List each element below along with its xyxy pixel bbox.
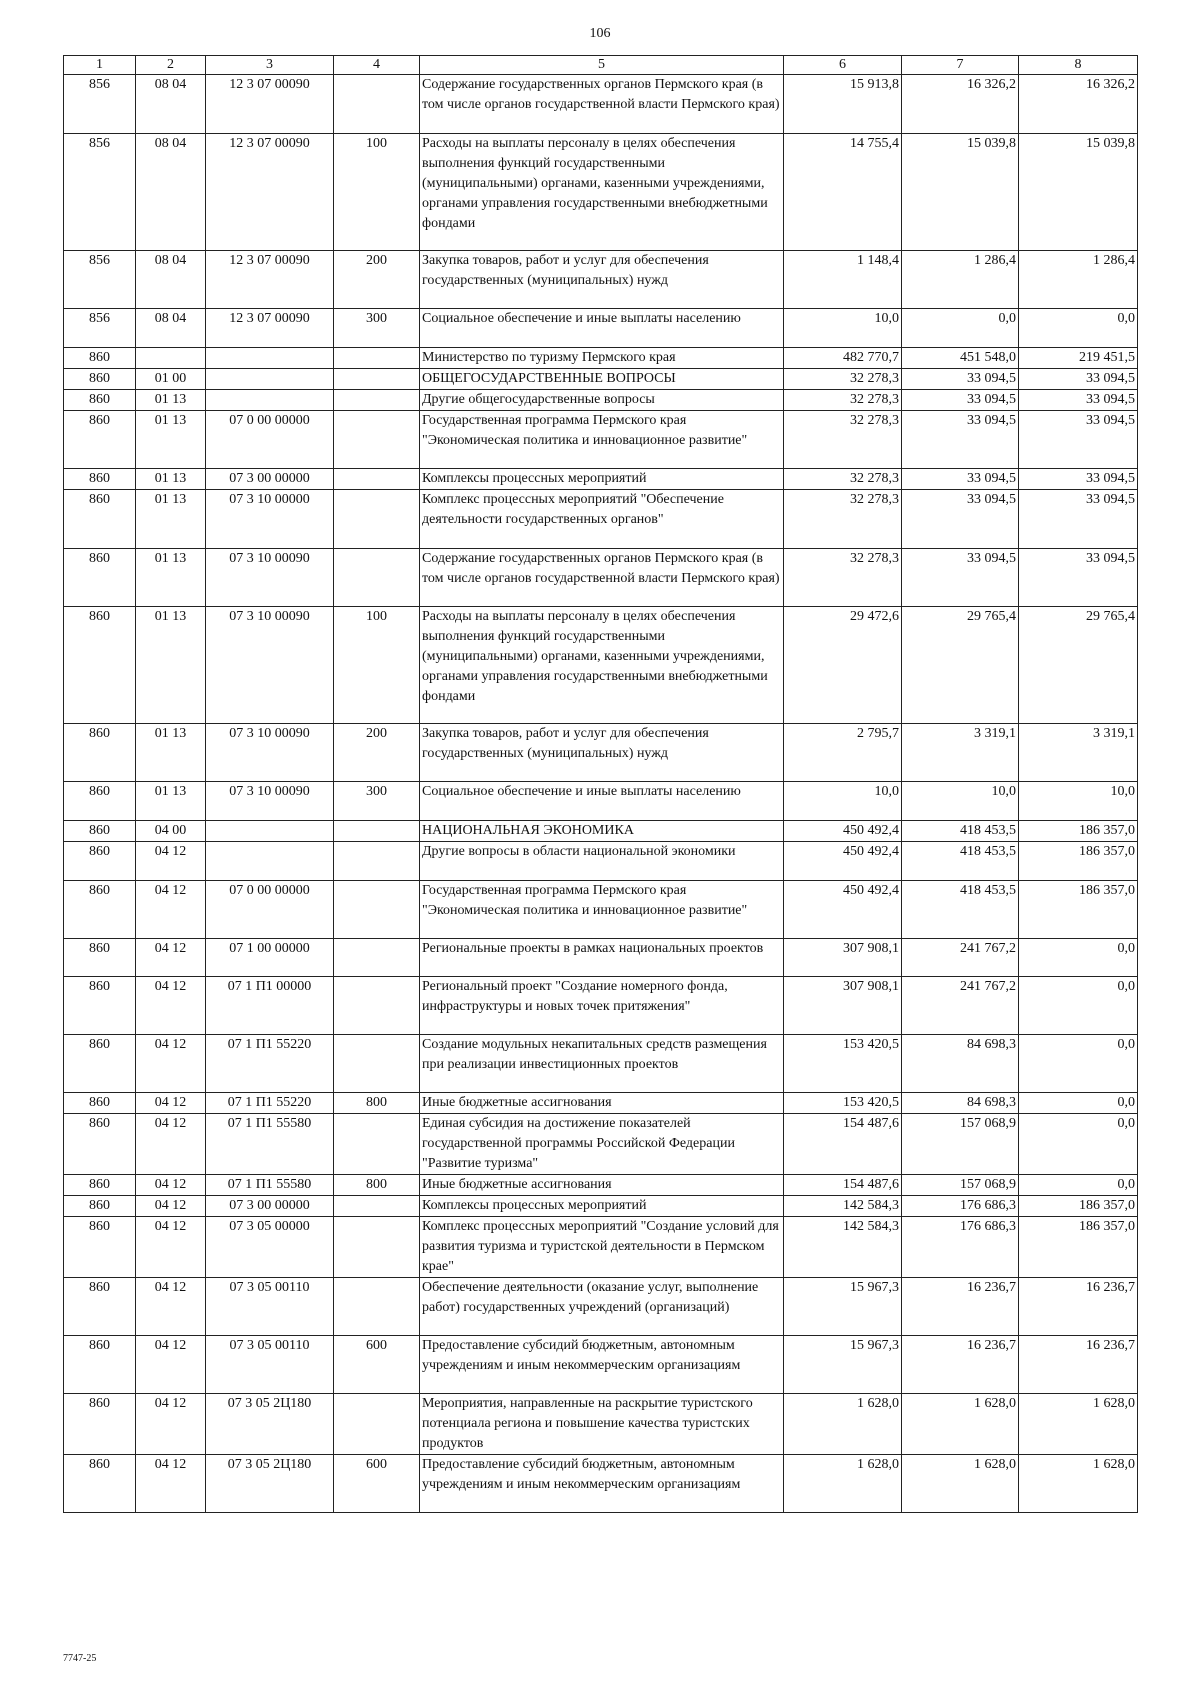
cell-amount-2027: 16 236,7 (1019, 1336, 1138, 1394)
cell-target-code: 07 3 10 00090 (206, 724, 334, 782)
cell-amount-2025: 15 967,3 (784, 1336, 902, 1394)
cell-item-name: Предоставление субсидий бюджетным, автономным учреждениям и иным некоммерческим организациям (420, 1455, 784, 1513)
cell-expense-type-code: 800 (334, 1175, 420, 1196)
table-row (64, 1175, 1138, 1196)
cell-section-code: 04 00 (136, 821, 206, 842)
cell-item-name: Иные бюджетные ассигнования (420, 1093, 784, 1114)
cell-amount-2027: 0,0 (1019, 1093, 1138, 1114)
cell-section-code: 08 04 (136, 75, 206, 134)
cell-section-code: 04 12 (136, 977, 206, 1035)
cell-amount-2025: 450 492,4 (784, 821, 902, 842)
cell-expense-type-code (334, 1035, 420, 1093)
page-number: 106 (589, 26, 611, 41)
cell-target-code: 07 1 П1 55220 (206, 1093, 334, 1114)
cell-expense-type-code (334, 348, 420, 369)
cell-amount-2026: 16 236,7 (902, 1278, 1019, 1336)
cell-target-code: 07 3 05 00000 (206, 1217, 334, 1278)
cell-section-code: 04 12 (136, 1196, 206, 1217)
table-row (64, 390, 1138, 411)
cell-amount-2026: 10,0 (902, 782, 1019, 821)
cell-amount-2027: 0,0 (1019, 1175, 1138, 1196)
cell-amount-2025: 10,0 (784, 782, 902, 821)
cell-target-code: 07 3 00 00000 (206, 1196, 334, 1217)
cell-expense-type-code: 800 (334, 1093, 420, 1114)
cell-ministry-code: 860 (64, 782, 136, 821)
table-row (64, 881, 1138, 939)
cell-amount-2027: 33 094,5 (1019, 549, 1138, 607)
table-row (64, 1196, 1138, 1217)
cell-ministry-code: 860 (64, 1035, 136, 1093)
cell-amount-2027: 29 765,4 (1019, 607, 1138, 724)
cell-target-code (206, 348, 334, 369)
cell-section-code (136, 348, 206, 369)
cell-amount-2025: 307 908,1 (784, 939, 902, 977)
table-row (64, 549, 1138, 607)
cell-item-name: Иные бюджетные ассигнования (420, 1175, 784, 1196)
cell-amount-2027: 186 357,0 (1019, 1196, 1138, 1217)
cell-amount-2025: 29 472,6 (784, 607, 902, 724)
cell-amount-2026: 241 767,2 (902, 939, 1019, 977)
cell-amount-2026: 33 094,5 (902, 490, 1019, 549)
cell-target-code: 07 3 10 00090 (206, 607, 334, 724)
cell-amount-2026: 157 068,9 (902, 1175, 1019, 1196)
cell-amount-2025: 32 278,3 (784, 390, 902, 411)
cell-amount-2027: 33 094,5 (1019, 390, 1138, 411)
cell-amount-2025: 154 487,6 (784, 1175, 902, 1196)
cell-section-code: 01 13 (136, 390, 206, 411)
cell-expense-type-code (334, 977, 420, 1035)
table-row (64, 1035, 1138, 1093)
cell-section-code: 04 12 (136, 881, 206, 939)
cell-amount-2027: 10,0 (1019, 782, 1138, 821)
cell-section-code: 01 13 (136, 782, 206, 821)
cell-amount-2026: 33 094,5 (902, 469, 1019, 490)
cell-amount-2026: 418 453,5 (902, 881, 1019, 939)
cell-target-code: 07 3 05 2Ц180 (206, 1455, 334, 1513)
table-row (64, 842, 1138, 881)
cell-amount-2026: 84 698,3 (902, 1035, 1019, 1093)
cell-target-code: 07 3 10 00000 (206, 490, 334, 549)
cell-section-code: 08 04 (136, 309, 206, 348)
cell-ministry-code: 860 (64, 490, 136, 549)
cell-ministry-code: 856 (64, 75, 136, 134)
cell-expense-type-code (334, 1196, 420, 1217)
cell-expense-type-code (334, 369, 420, 390)
cell-item-name: Комплексы процессных мероприятий (420, 469, 784, 490)
column-header: 3 (206, 56, 334, 75)
table-row (64, 134, 1138, 251)
cell-amount-2026: 16 326,2 (902, 75, 1019, 134)
table-row (64, 490, 1138, 549)
cell-item-name: Комплекс процессных мероприятий "Обеспечение деятельности государственных органов" (420, 490, 784, 549)
cell-amount-2025: 307 908,1 (784, 977, 902, 1035)
cell-amount-2026: 0,0 (902, 309, 1019, 348)
cell-ministry-code: 860 (64, 411, 136, 469)
cell-target-code: 07 3 10 00090 (206, 782, 334, 821)
cell-section-code: 04 12 (136, 1093, 206, 1114)
cell-amount-2027: 33 094,5 (1019, 469, 1138, 490)
cell-target-code: 12 3 07 00090 (206, 251, 334, 309)
cell-amount-2025: 1 628,0 (784, 1455, 902, 1513)
cell-section-code: 01 13 (136, 607, 206, 724)
cell-amount-2026: 3 319,1 (902, 724, 1019, 782)
cell-amount-2027: 33 094,5 (1019, 369, 1138, 390)
cell-section-code: 04 12 (136, 1175, 206, 1196)
cell-target-code: 07 3 05 00110 (206, 1278, 334, 1336)
cell-amount-2026: 1 628,0 (902, 1455, 1019, 1513)
cell-ministry-code: 860 (64, 1175, 136, 1196)
cell-amount-2027: 16 326,2 (1019, 75, 1138, 134)
cell-expense-type-code (334, 1278, 420, 1336)
cell-item-name: Другие общегосударственные вопросы (420, 390, 784, 411)
cell-amount-2025: 450 492,4 (784, 842, 902, 881)
cell-ministry-code: 860 (64, 881, 136, 939)
cell-ministry-code: 860 (64, 1196, 136, 1217)
cell-amount-2027: 186 357,0 (1019, 842, 1138, 881)
cell-ministry-code: 860 (64, 1455, 136, 1513)
cell-expense-type-code: 300 (334, 309, 420, 348)
cell-amount-2026: 33 094,5 (902, 369, 1019, 390)
cell-item-name: Содержание государственных органов Пермского края (в том числе органов государственной власти Пермского края) (420, 75, 784, 134)
cell-ministry-code: 860 (64, 821, 136, 842)
cell-ministry-code: 860 (64, 977, 136, 1035)
cell-ministry-code: 860 (64, 469, 136, 490)
cell-amount-2025: 482 770,7 (784, 348, 902, 369)
cell-expense-type-code: 300 (334, 782, 420, 821)
cell-amount-2025: 15 967,3 (784, 1278, 902, 1336)
cell-ministry-code: 860 (64, 390, 136, 411)
table-row (64, 469, 1138, 490)
cell-amount-2027: 1 628,0 (1019, 1455, 1138, 1513)
cell-target-code: 07 3 05 00110 (206, 1336, 334, 1394)
table-row (64, 1093, 1138, 1114)
cell-target-code: 07 1 00 00000 (206, 939, 334, 977)
cell-amount-2027: 33 094,5 (1019, 411, 1138, 469)
footer-code: 7747-25 (63, 1653, 97, 1664)
cell-target-code: 12 3 07 00090 (206, 134, 334, 251)
cell-ministry-code: 860 (64, 607, 136, 724)
cell-amount-2027: 219 451,5 (1019, 348, 1138, 369)
column-header: 4 (334, 56, 420, 75)
cell-item-name: Создание модульных некапитальных средств размещения при реализации инвестиционных проектов (420, 1035, 784, 1093)
cell-target-code: 07 3 05 2Ц180 (206, 1394, 334, 1455)
cell-amount-2025: 32 278,3 (784, 469, 902, 490)
cell-amount-2027: 0,0 (1019, 977, 1138, 1035)
cell-amount-2025: 450 492,4 (784, 881, 902, 939)
cell-amount-2026: 29 765,4 (902, 607, 1019, 724)
cell-expense-type-code (334, 411, 420, 469)
cell-ministry-code: 860 (64, 842, 136, 881)
cell-expense-type-code (334, 469, 420, 490)
cell-target-code: 07 1 П1 55580 (206, 1175, 334, 1196)
header-row (64, 56, 1138, 75)
column-header: 7 (902, 56, 1019, 75)
cell-amount-2026: 1 286,4 (902, 251, 1019, 309)
cell-amount-2027: 0,0 (1019, 1035, 1138, 1093)
cell-amount-2026: 33 094,5 (902, 549, 1019, 607)
cell-item-name: Обеспечение деятельности (оказание услуг, выполнение работ) государственных учреждений (организаций) (420, 1278, 784, 1336)
cell-amount-2025: 142 584,3 (784, 1217, 902, 1278)
cell-expense-type-code (334, 75, 420, 134)
cell-amount-2025: 154 487,6 (784, 1114, 902, 1175)
table-row (64, 348, 1138, 369)
cell-expense-type-code: 200 (334, 724, 420, 782)
cell-item-name: Государственная программа Пермского края "Экономическая политика и инновационное развитие" (420, 881, 784, 939)
cell-expense-type-code: 100 (334, 607, 420, 724)
table-row (64, 1394, 1138, 1455)
cell-section-code: 01 13 (136, 490, 206, 549)
cell-target-code: 07 0 00 00000 (206, 881, 334, 939)
budget-table (63, 55, 1138, 1513)
cell-amount-2027: 33 094,5 (1019, 490, 1138, 549)
cell-amount-2025: 142 584,3 (784, 1196, 902, 1217)
cell-section-code: 01 13 (136, 549, 206, 607)
cell-expense-type-code (334, 490, 420, 549)
cell-expense-type-code: 100 (334, 134, 420, 251)
cell-amount-2025: 1 628,0 (784, 1394, 902, 1455)
cell-target-code: 07 1 П1 55580 (206, 1114, 334, 1175)
column-header: 2 (136, 56, 206, 75)
cell-target-code: 07 0 00 00000 (206, 411, 334, 469)
column-header: 1 (64, 56, 136, 75)
cell-item-name: Государственная программа Пермского края "Экономическая политика и инновационное развитие" (420, 411, 784, 469)
cell-ministry-code: 860 (64, 1114, 136, 1175)
cell-section-code: 04 12 (136, 1114, 206, 1175)
table-row (64, 1336, 1138, 1394)
cell-amount-2025: 14 755,4 (784, 134, 902, 251)
cell-section-code: 04 12 (136, 1336, 206, 1394)
cell-amount-2027: 186 357,0 (1019, 881, 1138, 939)
table-row (64, 1278, 1138, 1336)
cell-amount-2026: 451 548,0 (902, 348, 1019, 369)
cell-amount-2026: 33 094,5 (902, 411, 1019, 469)
cell-section-code: 01 13 (136, 469, 206, 490)
cell-section-code: 04 12 (136, 1455, 206, 1513)
cell-expense-type-code (334, 1394, 420, 1455)
cell-expense-type-code: 200 (334, 251, 420, 309)
cell-item-name: Социальное обеспечение и иные выплаты населению (420, 309, 784, 348)
cell-section-code: 04 12 (136, 1278, 206, 1336)
cell-amount-2027: 1 286,4 (1019, 251, 1138, 309)
cell-amount-2025: 32 278,3 (784, 369, 902, 390)
cell-target-code: 07 3 10 00090 (206, 549, 334, 607)
cell-section-code: 04 12 (136, 939, 206, 977)
cell-section-code: 01 13 (136, 411, 206, 469)
cell-section-code: 08 04 (136, 251, 206, 309)
table-row (64, 724, 1138, 782)
table-row (64, 977, 1138, 1035)
cell-amount-2026: 157 068,9 (902, 1114, 1019, 1175)
cell-ministry-code: 856 (64, 134, 136, 251)
cell-target-code: 07 3 00 00000 (206, 469, 334, 490)
cell-amount-2026: 241 767,2 (902, 977, 1019, 1035)
cell-section-code: 04 12 (136, 1035, 206, 1093)
cell-amount-2027: 186 357,0 (1019, 1217, 1138, 1278)
table-row (64, 1114, 1138, 1175)
cell-item-name: ОБЩЕГОСУДАРСТВЕННЫЕ ВОПРОСЫ (420, 369, 784, 390)
cell-ministry-code: 860 (64, 724, 136, 782)
cell-amount-2026: 33 094,5 (902, 390, 1019, 411)
cell-item-name: Единая субсидия на достижение показателей государственной программы Российской Федерации "Развитие туризма" (420, 1114, 784, 1175)
cell-item-name: Расходы на выплаты персоналу в целях обеспечения выполнения функций государственными (муниципальными) органами, казенными учреждениями, органами управления государственными внебюджетными фондами (420, 607, 784, 724)
column-header: 5 (420, 56, 784, 75)
cell-amount-2026: 176 686,3 (902, 1196, 1019, 1217)
cell-ministry-code: 860 (64, 348, 136, 369)
table-row (64, 369, 1138, 390)
cell-expense-type-code (334, 821, 420, 842)
cell-amount-2026: 176 686,3 (902, 1217, 1019, 1278)
column-header: 8 (1019, 56, 1138, 75)
cell-expense-type-code: 600 (334, 1336, 420, 1394)
cell-ministry-code: 860 (64, 1278, 136, 1336)
cell-expense-type-code (334, 842, 420, 881)
cell-amount-2027: 0,0 (1019, 939, 1138, 977)
cell-section-code: 01 00 (136, 369, 206, 390)
cell-expense-type-code (334, 549, 420, 607)
cell-item-name: Другие вопросы в области национальной экономики (420, 842, 784, 881)
cell-amount-2027: 1 628,0 (1019, 1394, 1138, 1455)
table-row (64, 1217, 1138, 1278)
cell-target-code: 12 3 07 00090 (206, 309, 334, 348)
cell-item-name: Региональный проект "Создание номерного фонда, инфраструктуры и новых точек притяжения" (420, 977, 784, 1035)
table-row (64, 939, 1138, 977)
cell-ministry-code: 860 (64, 369, 136, 390)
cell-amount-2027: 186 357,0 (1019, 821, 1138, 842)
cell-amount-2027: 16 236,7 (1019, 1278, 1138, 1336)
cell-item-name: Расходы на выплаты персоналу в целях обеспечения выполнения функций государственными (муниципальными) органами, казенными учреждениями, органами управления государственными внебюджетными фондами (420, 134, 784, 251)
cell-target-code: 07 1 П1 55220 (206, 1035, 334, 1093)
cell-target-code (206, 390, 334, 411)
cell-target-code (206, 821, 334, 842)
cell-amount-2025: 153 420,5 (784, 1093, 902, 1114)
cell-amount-2027: 0,0 (1019, 1114, 1138, 1175)
cell-target-code (206, 369, 334, 390)
table-row (64, 782, 1138, 821)
cell-item-name: Комплексы процессных мероприятий (420, 1196, 784, 1217)
table-row (64, 309, 1138, 348)
cell-section-code: 04 12 (136, 1394, 206, 1455)
cell-amount-2025: 2 795,7 (784, 724, 902, 782)
cell-amount-2025: 32 278,3 (784, 549, 902, 607)
cell-expense-type-code (334, 881, 420, 939)
cell-ministry-code: 860 (64, 939, 136, 977)
cell-ministry-code: 860 (64, 1217, 136, 1278)
cell-amount-2027: 15 039,8 (1019, 134, 1138, 251)
cell-item-name: Социальное обеспечение и иные выплаты населению (420, 782, 784, 821)
cell-amount-2026: 84 698,3 (902, 1093, 1019, 1114)
cell-expense-type-code (334, 1114, 420, 1175)
cell-section-code: 04 12 (136, 1217, 206, 1278)
table-row (64, 607, 1138, 724)
cell-target-code (206, 842, 334, 881)
cell-amount-2025: 32 278,3 (784, 490, 902, 549)
cell-ministry-code: 856 (64, 309, 136, 348)
table-row (64, 821, 1138, 842)
cell-amount-2026: 16 236,7 (902, 1336, 1019, 1394)
cell-item-name: Закупка товаров, работ и услуг для обеспечения государственных (муниципальных) нужд (420, 724, 784, 782)
cell-section-code: 04 12 (136, 842, 206, 881)
table-row (64, 1455, 1138, 1513)
cell-item-name: Содержание государственных органов Пермского края (в том числе органов государственной власти Пермского края) (420, 549, 784, 607)
table-row (64, 411, 1138, 469)
cell-amount-2025: 15 913,8 (784, 75, 902, 134)
cell-amount-2025: 10,0 (784, 309, 902, 348)
cell-ministry-code: 860 (64, 549, 136, 607)
cell-ministry-code: 860 (64, 1336, 136, 1394)
cell-item-name: Министерство по туризму Пермского края (420, 348, 784, 369)
cell-ministry-code: 860 (64, 1093, 136, 1114)
cell-target-code: 07 1 П1 00000 (206, 977, 334, 1035)
cell-item-name: Региональные проекты в рамках национальных проектов (420, 939, 784, 977)
cell-amount-2025: 153 420,5 (784, 1035, 902, 1093)
cell-item-name: Комплекс процессных мероприятий "Создание условий для развития туризма и туристской деятельности в Пермском крае" (420, 1217, 784, 1278)
cell-item-name: НАЦИОНАЛЬНАЯ ЭКОНОМИКА (420, 821, 784, 842)
cell-section-code: 08 04 (136, 134, 206, 251)
cell-target-code: 12 3 07 00090 (206, 75, 334, 134)
cell-item-name: Закупка товаров, работ и услуг для обеспечения государственных (муниципальных) нужд (420, 251, 784, 309)
cell-ministry-code: 856 (64, 251, 136, 309)
cell-expense-type-code (334, 939, 420, 977)
cell-item-name: Мероприятия, направленные на раскрытие туристского потенциала региона и повышение качества туристских продуктов (420, 1394, 784, 1455)
cell-item-name: Предоставление субсидий бюджетным, автономным учреждениям и иным некоммерческим организациям (420, 1336, 784, 1394)
cell-amount-2025: 32 278,3 (784, 411, 902, 469)
table-row (64, 75, 1138, 134)
cell-amount-2025: 1 148,4 (784, 251, 902, 309)
cell-amount-2026: 15 039,8 (902, 134, 1019, 251)
table-row (64, 251, 1138, 309)
cell-amount-2026: 418 453,5 (902, 842, 1019, 881)
cell-expense-type-code (334, 390, 420, 411)
cell-amount-2026: 418 453,5 (902, 821, 1019, 842)
cell-amount-2026: 1 628,0 (902, 1394, 1019, 1455)
cell-expense-type-code (334, 1217, 420, 1278)
cell-expense-type-code: 600 (334, 1455, 420, 1513)
cell-ministry-code: 860 (64, 1394, 136, 1455)
cell-section-code: 01 13 (136, 724, 206, 782)
cell-amount-2027: 3 319,1 (1019, 724, 1138, 782)
table-body (64, 75, 1138, 1513)
column-header: 6 (784, 56, 902, 75)
cell-amount-2027: 0,0 (1019, 309, 1138, 348)
